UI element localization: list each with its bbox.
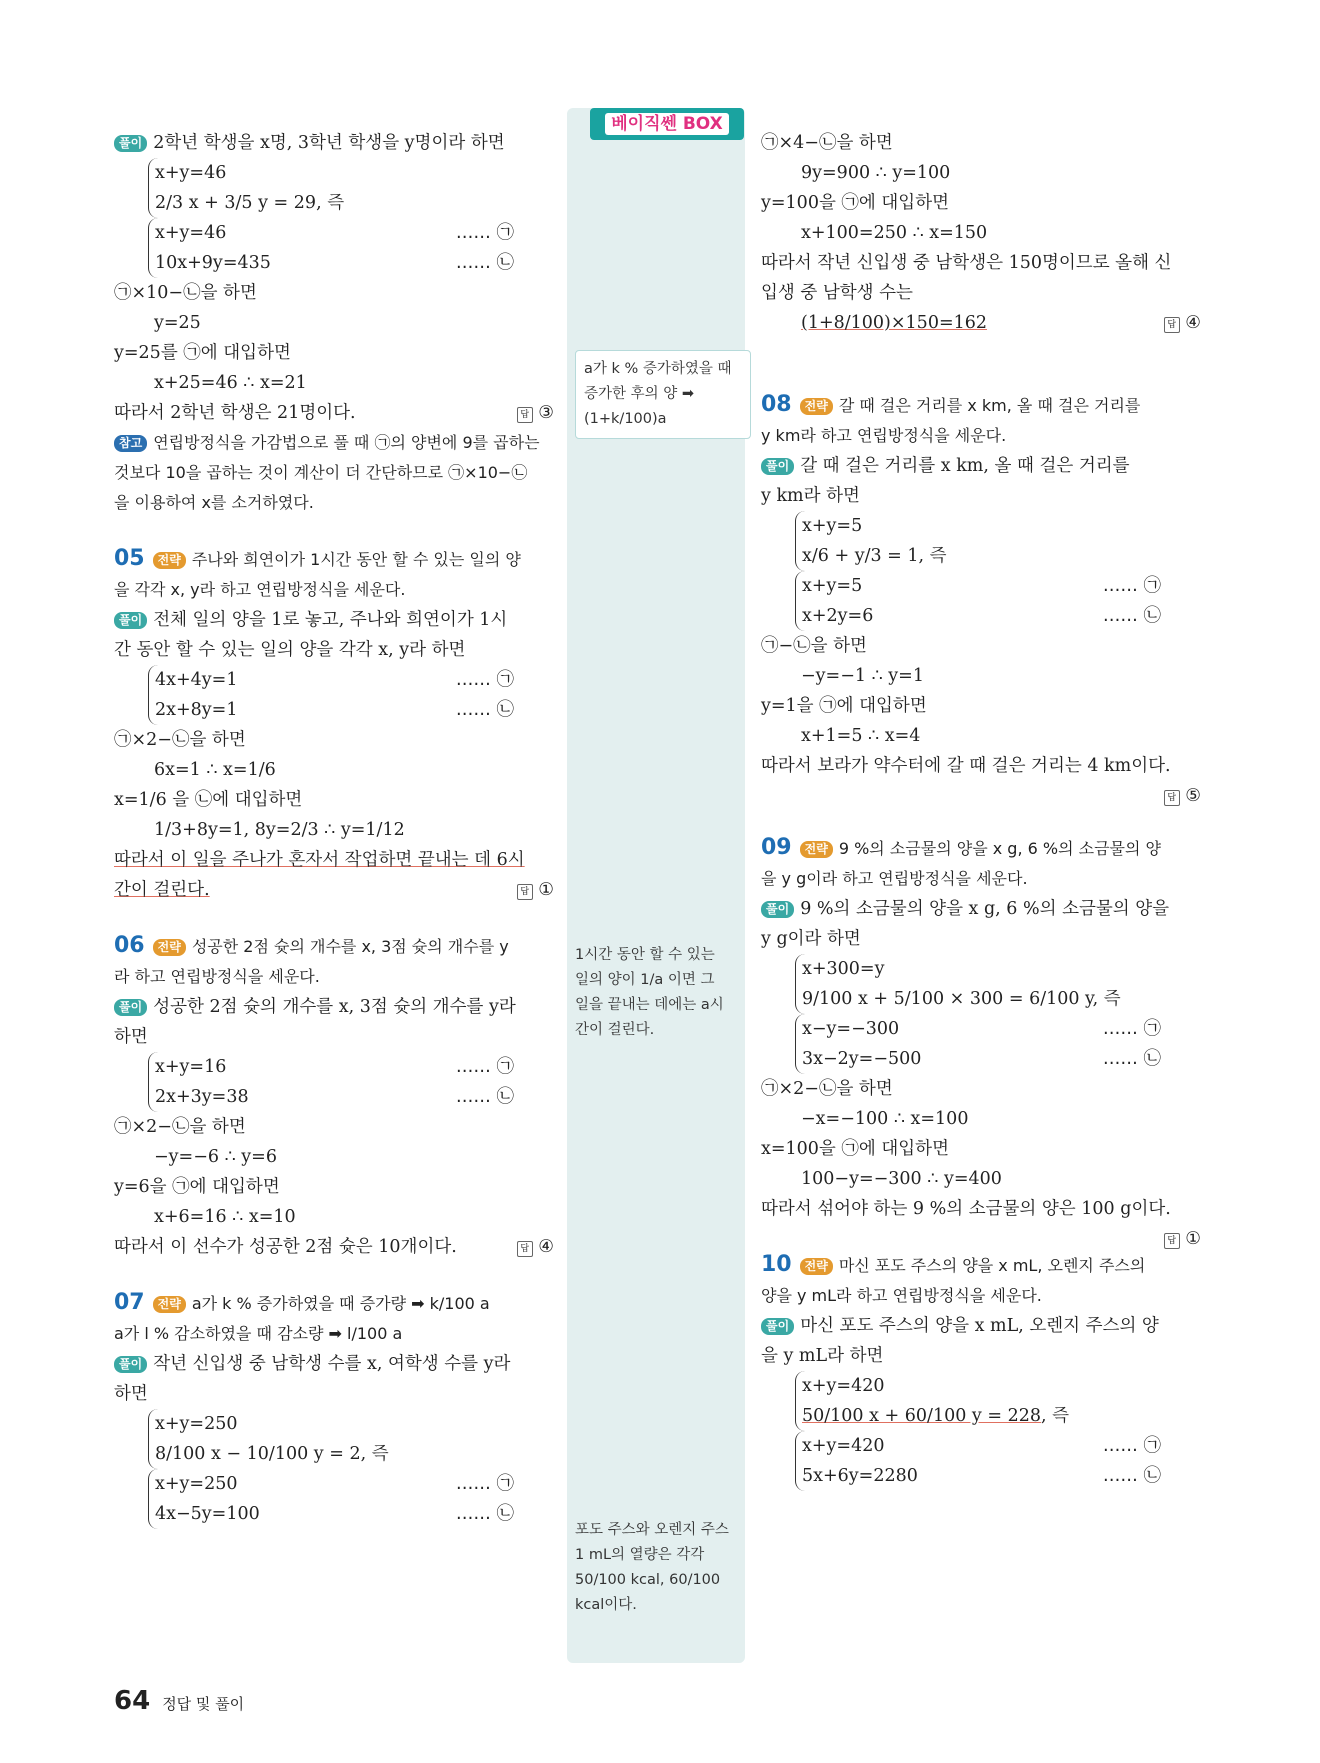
equation-system — [148, 1052, 554, 1112]
text-line: x+y=420 — [802, 1376, 885, 1396]
text-line: x+y=46 — [155, 163, 227, 183]
basic-box-panel — [567, 108, 745, 1663]
text-line: 풀이 9 %의 소금물의 양을 x g, 6 %의 소금물의 양을 — [761, 894, 1201, 924]
text-line: 06 전략 성공한 2점 슛의 개수를 x, 3점 슛의 개수를 y — [114, 933, 509, 958]
text-line: −x=−100 ∴ x=100 — [801, 1109, 969, 1129]
text-line: 10 전략 마신 포도 주스의 양을 x mL, 오렌지 주스의 — [761, 1252, 1146, 1277]
text-line: x+y=5 — [802, 516, 863, 536]
text-line: 풀이 작년 신입생 중 남학생 수를 x, 여학생 수를 y라 — [114, 1349, 554, 1379]
answer: 답 ① — [1164, 1224, 1201, 1254]
text-line: (1+8/100)×150=162 답 ④ — [761, 308, 1201, 338]
equation-system — [795, 1371, 1201, 1431]
text-line: x=100을 ㉠에 대입하면 — [761, 1139, 949, 1159]
text-line: 2x+8y=1 …… ㉡ — [155, 700, 514, 720]
box-title: 베이직쎈 BOX — [590, 108, 744, 140]
text-line: 05 전략 주나와 희연이가 1시간 동안 할 수 있는 일의 양 — [114, 546, 521, 571]
text-line: x+y=250 …… ㉠ — [155, 1474, 514, 1494]
text-line: x+100=250 ∴ x=150 — [801, 223, 988, 243]
text-line: 따라서 이 선수가 성공한 2점 슛은 10개이다. 답 ④ — [114, 1232, 554, 1262]
text-line: x/6 + y/3 = 1, 즉 — [802, 546, 947, 566]
text-line: y=25를 ㉠에 대입하면 — [114, 343, 291, 363]
text-line: −y=−1 ∴ y=1 — [801, 666, 924, 686]
text-line: 풀이 성공한 2점 슛의 개수를 x, 3점 슛의 개수를 y라 — [114, 992, 554, 1022]
text-line: 것보다 10을 곱하는 것이 계산이 더 간단하므로 ㉠×10−㉡ — [114, 463, 528, 482]
text-line: 5x+6y=2280 …… ㉡ — [802, 1466, 1161, 1486]
solution-line: 풀이 2학년 학생을 x명, 3학년 학생을 y명이라 하면 — [114, 128, 554, 158]
equation-system — [795, 954, 1201, 1014]
answer: 답 ③ — [517, 398, 554, 428]
text-line: x+300=y — [802, 959, 885, 979]
text-line: 풀이 마신 포도 주스의 양을 x mL, 오렌지 주스의 양 — [761, 1311, 1201, 1341]
text-line: 풀이 전체 일의 양을 1로 놓고, 주나와 희연이가 1시 — [114, 605, 554, 635]
page-footer — [114, 1686, 244, 1716]
text-line: 8/100 x − 10/100 y = 2, 즉 — [155, 1444, 389, 1464]
answer: 답 ⑤ — [1164, 781, 1201, 811]
text-line: y=1을 ㉠에 대입하면 — [761, 696, 927, 716]
answer: 답 ④ — [1164, 308, 1201, 338]
text-line: x+2y=6 …… ㉡ — [802, 606, 1161, 626]
text-line: x+1=5 ∴ x=4 — [801, 726, 921, 746]
text-line: 9/100 x + 5/100 × 300 = 6/100 y, 즉 — [802, 989, 1121, 1009]
text-line: 따라서 보라가 약수터에 갈 때 걸은 거리는 4 km이다. — [761, 756, 1171, 776]
left-column — [114, 128, 554, 1529]
text-line: ㉠×2−㉡을 하면 — [114, 730, 246, 750]
text-line: 따라서 이 일을 주나가 혼자서 작업하면 끝내는 데 6시 — [114, 850, 525, 870]
equation-system — [148, 665, 554, 725]
text-line: 4x−5y=100 …… ㉡ — [155, 1504, 514, 1524]
equation-system — [148, 1469, 554, 1529]
text-line: a가 l % 감소하였을 때 감소량 ➡ l/100 a — [114, 1324, 403, 1343]
text-line: x+y=46 …… ㉠ — [155, 223, 514, 243]
text-line: 을 y mL라 하면 — [761, 1346, 884, 1366]
text-line: 따라서 2학년 학생은 21명이다. 답 ③ — [114, 398, 554, 428]
box-note-calorie: 포도 주스와 오렌지 주스 1 mL의 열량은 각각 50/100 kcal, 60/100 kcal이다. — [575, 1522, 729, 1613]
text-line: x+y=5 …… ㉠ — [802, 576, 1161, 596]
text-line: 참고 연립방정식을 가감법으로 풀 때 ㉠의 양변에 9를 곱하는 — [114, 428, 554, 458]
equation-system — [148, 218, 554, 278]
text-line: 6x=1 ∴ x=1/6 — [154, 760, 276, 780]
text-line: 라 하고 연립방정식을 세운다. — [114, 967, 320, 986]
text-line: x=1/6 을 ㉡에 대입하면 — [114, 790, 303, 810]
equation-system — [148, 158, 554, 218]
text-line: 을 각각 x, y라 하고 연립방정식을 세운다. — [114, 580, 406, 599]
text-line: x+y=250 — [155, 1414, 238, 1434]
text-line: 10x+9y=435 …… ㉡ — [155, 253, 514, 273]
text-line: 을 이용하여 x를 소거하였다. — [114, 493, 314, 512]
text-line: 을 y g이라 하고 연립방정식을 세운다. — [761, 869, 1028, 888]
text-line: x+6=16 ∴ x=10 — [154, 1207, 296, 1227]
text-line: x−y=−300 …… ㉠ — [802, 1019, 1161, 1039]
answer: 답 ① — [517, 875, 554, 905]
text-line: y=100을 ㉠에 대입하면 — [761, 193, 950, 213]
text-line: 1/3+8y=1, 8y=2/3 ∴ y=1/12 — [154, 820, 405, 840]
text-line: ㉠×4−㉡을 하면 — [761, 133, 893, 153]
text-line: 2/3 x + 3/5 y = 29, 즉 — [155, 193, 345, 213]
text-line: 간 동안 할 수 있는 일의 양을 각각 x, y라 하면 — [114, 640, 466, 660]
text-line: 입생 중 남학생 수는 — [761, 283, 913, 303]
text-line: 하면 — [114, 1384, 148, 1404]
text-line: ㉠×10−㉡을 하면 — [114, 283, 257, 303]
text-line: ㉠×2−㉡을 하면 — [761, 1079, 893, 1099]
text-line: 하면 — [114, 1027, 148, 1047]
box-note-increase: a가 k % 증가하였을 때 증가한 후의 양 ➡ (1+k/100)a — [575, 350, 751, 439]
footer-label: 정답 및 풀이 — [162, 1695, 245, 1713]
equation-system — [795, 571, 1201, 631]
right-column — [761, 128, 1201, 1491]
text-line: 풀이 갈 때 걸은 거리를 x km, 올 때 걸은 거리를 — [761, 451, 1201, 481]
text-line: x+y=16 …… ㉠ — [155, 1057, 514, 1077]
page-number: 64 — [114, 1686, 151, 1716]
text-line: x+y=420 …… ㉠ — [802, 1436, 1161, 1456]
text-line: ㉠−㉡을 하면 — [761, 636, 867, 656]
text-line: 간이 걸린다. 답 ① — [114, 875, 554, 905]
text-line: 4x+4y=1 …… ㉠ — [155, 670, 514, 690]
equation-system — [795, 1431, 1201, 1491]
text-line: y km라 하면 — [761, 486, 860, 506]
equation-system — [795, 511, 1201, 571]
text-line: 100−y=−300 ∴ y=400 — [801, 1169, 1002, 1189]
text-line: ㉠×2−㉡을 하면 — [114, 1117, 246, 1137]
text-line: 07 전략 a가 k % 증가하였을 때 증가량 ➡ k/100 a — [114, 1290, 490, 1315]
text-line: 따라서 작년 신입생 중 남학생은 150명이므로 올해 신 — [761, 253, 1172, 273]
text-line: y=6을 ㉠에 대입하면 — [114, 1177, 280, 1197]
text-line: y g이라 하면 — [761, 929, 861, 949]
text-line: y=25 — [154, 313, 201, 333]
text-line: 양을 y mL라 하고 연립방정식을 세운다. — [761, 1286, 1042, 1305]
text-line: 2x+3y=38 …… ㉡ — [155, 1087, 514, 1107]
text-line: x+25=46 ∴ x=21 — [154, 373, 307, 393]
text-line: 09 전략 9 %의 소금물의 양을 x g, 6 %의 소금물의 양 — [761, 835, 1161, 860]
answer: 답 ④ — [517, 1232, 554, 1262]
text-line: y km라 하고 연립방정식을 세운다. — [761, 426, 1007, 445]
text-line: 08 전략 갈 때 걸은 거리를 x km, 올 때 걸은 거리를 — [761, 392, 1141, 417]
equation-system — [795, 1014, 1201, 1074]
text-line: −y=−6 ∴ y=6 — [154, 1147, 277, 1167]
text-line: 50/100 x + 60/100 y = 228, 즉 — [802, 1406, 1070, 1426]
text-line: 3x−2y=−500 …… ㉡ — [802, 1049, 1161, 1069]
text-line: 따라서 섞어야 하는 9 %의 소금물의 양은 100 g이다. — [761, 1199, 1171, 1219]
equation-system — [148, 1409, 554, 1469]
text-line: 9y=900 ∴ y=100 — [801, 163, 951, 183]
box-note-work: 1시간 동안 할 수 있는 일의 양이 1/a 이면 그 일을 끝내는 데에는 a시간이 걸린다. — [575, 947, 724, 1038]
